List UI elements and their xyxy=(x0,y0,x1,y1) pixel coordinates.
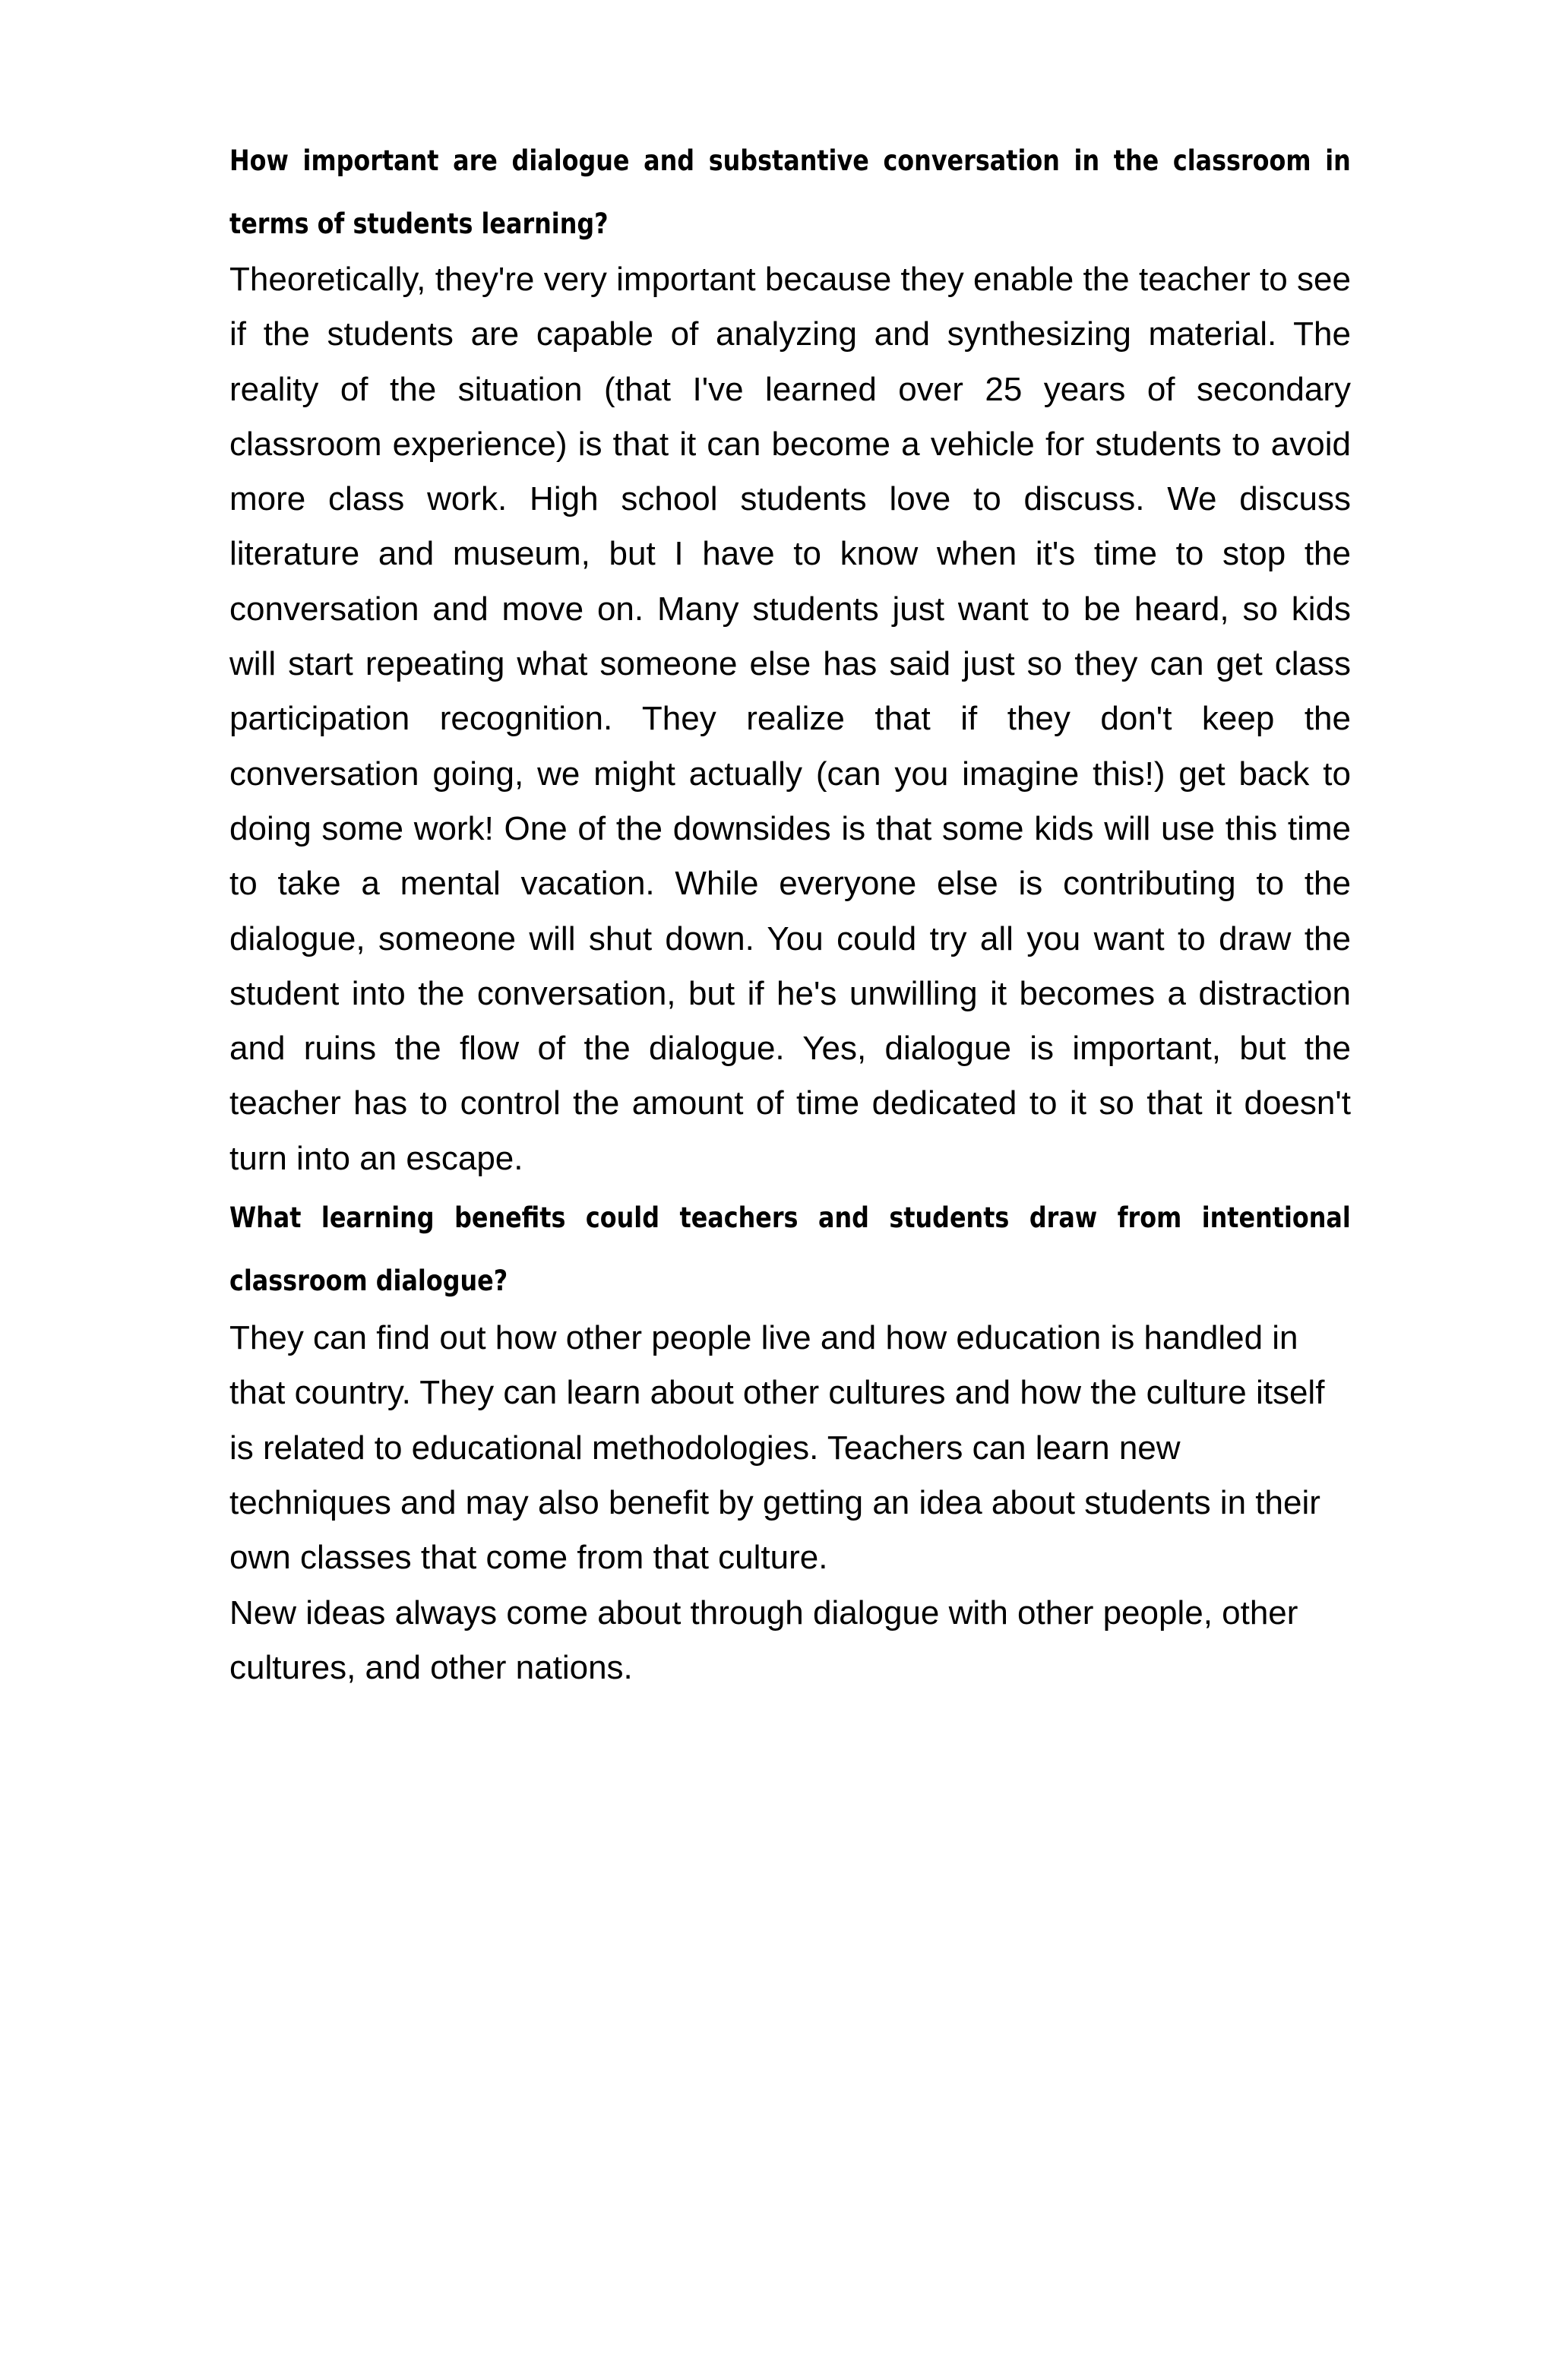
answer-2-paragraph-2: New ideas always come about through dialogue with other people, other cultures, and other nations. xyxy=(229,1594,1298,1686)
answer-2-paragraph-1: They can find out how other people live and how education is handled in that country. They can learn about other cultures and how the culture itself is related to educational methodologies. Teachers can learn new techniques and may also benefit by getting an idea about students in their own classes that come from that culture. xyxy=(229,1319,1325,1577)
document-page xyxy=(229,129,1351,1695)
question-1: How important are dialogue and substantive conversation in the classroom in terms of students learning? xyxy=(229,144,1351,240)
question-2: What learning benefits could teachers and students draw from intentional classroom dialogue? xyxy=(229,1201,1351,1298)
answer-1: Theoretically, they're very important because they enable the teacher to see if the students are capable of analyzing and synthesizing material. The reality of the situation (that I've learned over 25 years of secondary classroom experience) is that it can become a vehicle for students to avoid more class work. High school students love to discuss. We discuss literature and museum, but I have to know when it's time to stop the conversation and move on. Many students just want to be heard, so kids will start repeating what someone else has said just so they can get class participation recognition. They realize that if they don't keep the conversation going, we might actually (can you imagine this!) get back to doing some work! One of the downsides is that some kids will use this time to take a mental vacation. While everyone else is contributing to the dialogue, someone will shut down. You could try all you want to draw the student into the conversation, but if he's unwilling it becomes a distraction and ruins the flow of the dialogue. Yes, dialogue is important, but the teacher has to control the amount of time dedicated to it so that it doesn't turn into an escape. xyxy=(229,261,1351,1177)
